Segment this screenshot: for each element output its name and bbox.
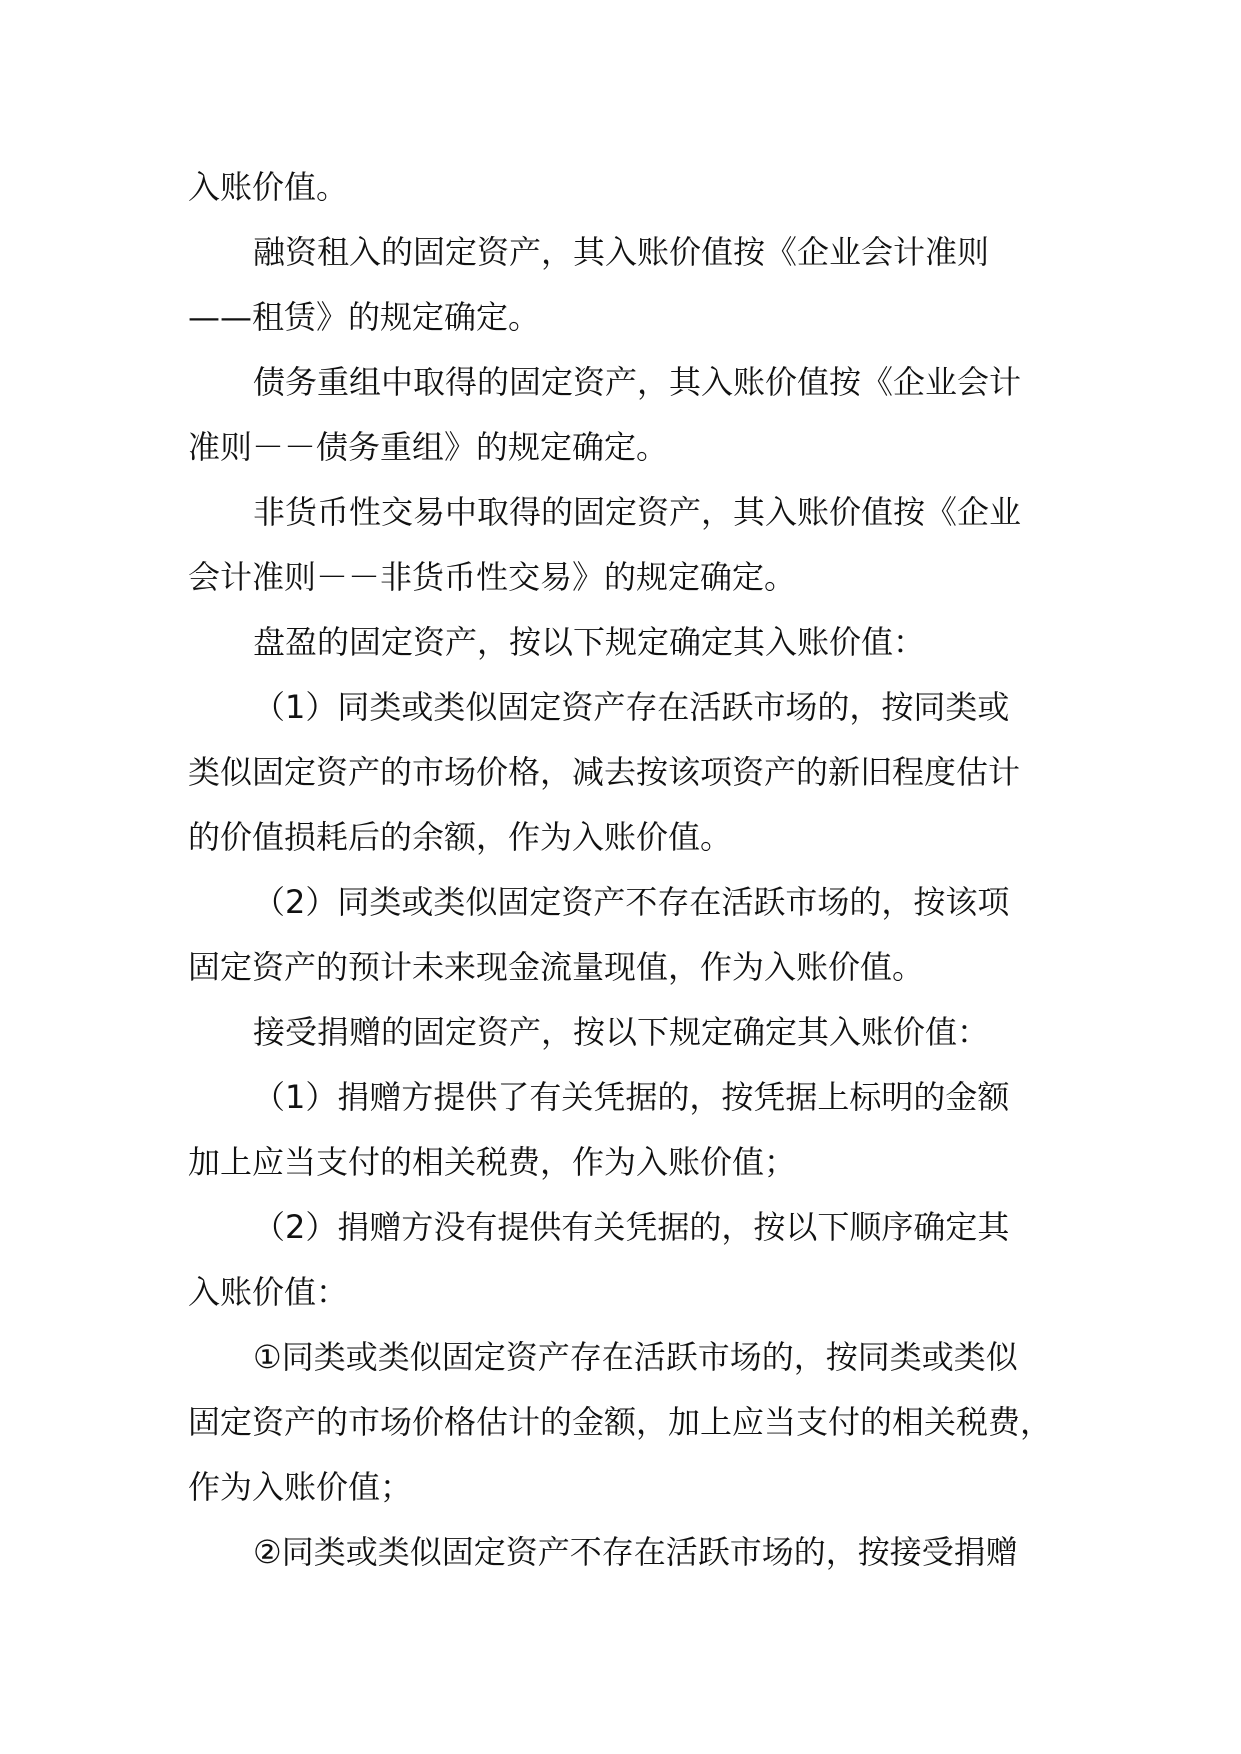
- text-line: 准则－－债务重组》的规定确定。: [188, 428, 669, 466]
- text-line: 加上应当支付的相关税费，作为入账价值；: [188, 1143, 797, 1181]
- text-line: 入账价值。: [188, 168, 349, 206]
- text-line: （1）同类或类似固定资产存在活跃市场的，按同类或: [253, 688, 1010, 726]
- text-line: 融资租入的固定资产，其入账价值按《企业会计准则: [253, 233, 990, 271]
- text-line: （2）同类或类似固定资产不存在活跃市场的，按该项: [253, 883, 1010, 921]
- text-line: 的价值损耗后的余额，作为入账价值。: [188, 818, 733, 856]
- document-body: [188, 155, 1068, 1585]
- text-line: （1）捐赠方提供了有关凭据的，按凭据上标明的金额: [253, 1078, 1010, 1116]
- text-line: ①同类或类似固定资产存在活跃市场的，按同类或类似: [253, 1338, 1018, 1376]
- text-line: 固定资产的市场价格估计的金额，加上应当支付的相关税费，: [188, 1403, 1053, 1441]
- text-line: 接受捐赠的固定资产，按以下规定确定其入账价值：: [253, 1013, 990, 1051]
- text-line: 债务重组中取得的固定资产，其入账价值按《企业会计: [253, 363, 1022, 401]
- text-line: 盘盈的固定资产，按以下规定确定其入账价值：: [253, 623, 926, 661]
- text-line: 非货币性交易中取得的固定资产，其入账价值按《企业: [253, 493, 1022, 531]
- text-line: 固定资产的预计未来现金流量现值，作为入账价值。: [188, 948, 925, 986]
- text-line: ②同类或类似固定资产不存在活跃市场的，按接受捐赠: [253, 1533, 1018, 1571]
- text-line: 类似固定资产的市场价格，减去按该项资产的新旧程度估计: [188, 753, 1021, 791]
- text-line: 入账价值：: [188, 1273, 349, 1311]
- text-line: 会计准则－－非货币性交易》的规定确定。: [188, 558, 797, 596]
- text-line: ——租赁》的规定确定。: [188, 298, 541, 336]
- text-line: 作为入账价值；: [188, 1468, 413, 1506]
- text-line: （2）捐赠方没有提供有关凭据的，按以下顺序确定其: [253, 1208, 1010, 1246]
